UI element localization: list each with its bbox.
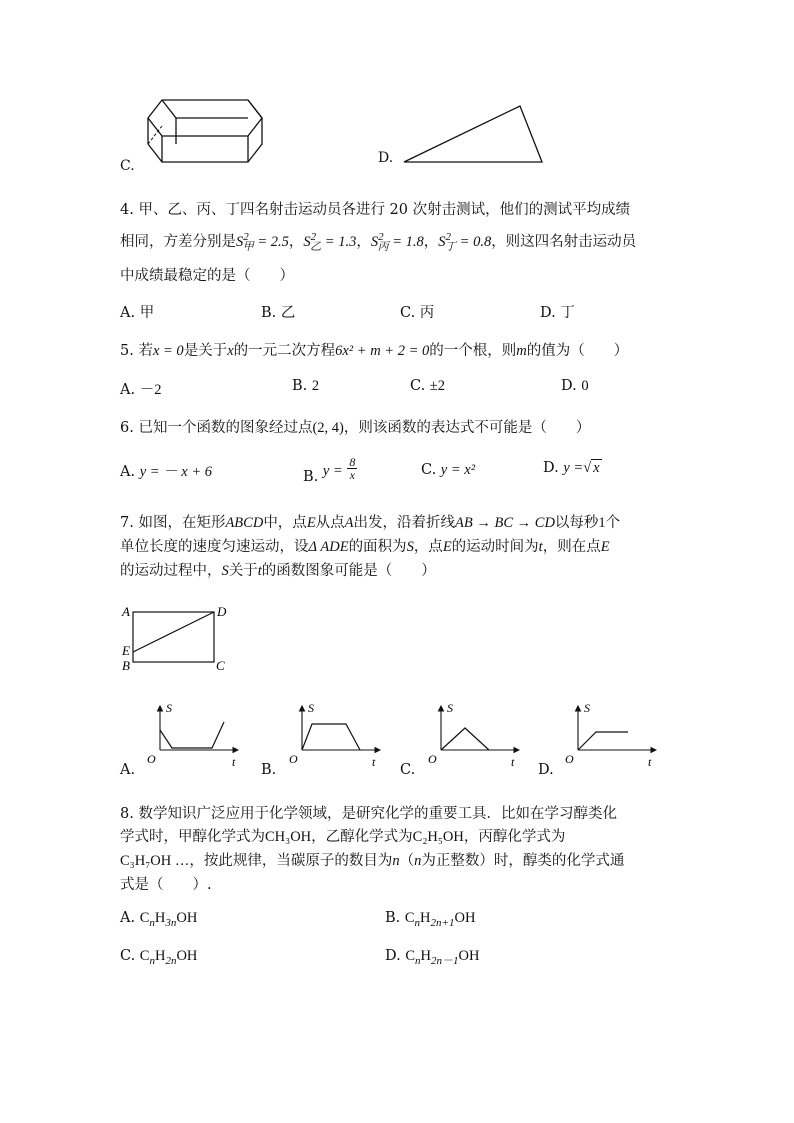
q4-variance-ding: $S^2_丁 = 0.8$ xyxy=(438,231,492,253)
q7-label-c: C xyxy=(216,658,225,673)
q7-graph-a xyxy=(140,700,250,775)
q7-graph-a-letter: A. xyxy=(120,762,136,778)
q6-option-d: D. y =√ x xyxy=(543,460,600,476)
q3-option-c-letter: C. xyxy=(120,158,135,174)
q8-option-a: A. $C_nH_{3n}OH$ xyxy=(120,910,198,929)
svg-text:O: O xyxy=(147,752,156,766)
q8-line-3: C₃H₇OH …，按此规律，当碳原子的数目为n（n为正整数）时，醇类的化学式通 xyxy=(120,853,625,869)
q5-option-a: A. －2 xyxy=(120,382,162,398)
q8-line-1: 8. 数学知识广泛应用于化学领域，是研究化学的重要工具．比如在学习醇类化 xyxy=(120,806,617,822)
svg-text:t: t xyxy=(648,755,652,769)
q6-option-b: B. y = $\frac{8}{x}$ xyxy=(303,455,356,485)
q4-line-2: 相同，方差分别是$S^2_甲 = 2.5$，$S^2_乙 = 1.3$，$S^2_丙 = 1.8$，$S^2_丁 = 0.8$，则这四名射击运动员 xyxy=(120,231,637,253)
q7-graph-d-letter: D. xyxy=(538,762,554,778)
q8-option-c: C. $C_nH_{2n}OH$ xyxy=(120,948,198,967)
q4-variance-jia: $S^2_甲 = 2.5$ xyxy=(236,231,289,253)
svg-text:O: O xyxy=(565,752,574,766)
q8-line-4: 式是（ ）. xyxy=(120,877,212,893)
q7-label-e: E xyxy=(122,643,130,658)
q4-variance-bing: $S^2_丙 = 1.8$ xyxy=(370,231,424,253)
q7-graph-c-letter: C. xyxy=(400,762,416,778)
q6-option-d-radical-icon: √ xyxy=(583,460,592,476)
q4-option-b: B. 乙 xyxy=(261,305,296,321)
q8-option-d: D. $C_nH_{2n-1}OH$ xyxy=(385,948,480,967)
svg-text:S: S xyxy=(308,701,314,715)
svg-text:S: S xyxy=(447,701,453,715)
svg-text:O: O xyxy=(289,752,298,766)
q7-line-3: 的运动过程中，S关于t的函数图象可能是（ ） xyxy=(120,563,436,579)
q5-option-c: C. ±2 xyxy=(410,378,446,394)
q7-graph-b xyxy=(282,700,392,775)
q3-option-d-letter: D. xyxy=(378,150,394,166)
q5-stem: 5. 若x = 0是关于x的一元二次方程6x² + m + 2 = 0的一个根，则m的值为（ ） xyxy=(120,343,629,359)
q6-option-c: C. y = x² xyxy=(421,462,476,478)
q7-label-a: A xyxy=(122,604,130,619)
q6-option-b-denominator: x xyxy=(349,468,355,482)
q4-line-2-prefix: 相同，方差分别是 xyxy=(120,234,236,250)
q8-option-b: B. $C_nH_{2n+1}OH$ xyxy=(385,910,476,929)
q6-stem: 6. 已知一个函数的图象经过点(2, 4)，则该函数的表达式不可能是（ ） xyxy=(120,420,591,436)
svg-text:t: t xyxy=(511,755,515,769)
q7-graph-b-letter: B. xyxy=(261,762,277,778)
q7-label-d: D xyxy=(217,604,227,619)
q4-option-d: D. 丁 xyxy=(540,305,575,321)
q6-option-a: A. y = － x + 6 xyxy=(120,464,213,480)
svg-text:O: O xyxy=(428,752,437,766)
svg-text:S: S xyxy=(166,701,172,715)
q8-line-2: 学式时，甲醇化学式为CH₃OH，乙醇化学式为C₂H₅OH，丙醇化学式为 xyxy=(120,829,566,845)
svg-text:t: t xyxy=(372,755,376,769)
q4-line-2-suffix: ，则这四名射击运动员 xyxy=(491,234,637,250)
q5-option-d: D. 0 xyxy=(561,378,589,394)
q4-option-c: C. 丙 xyxy=(400,305,435,321)
q5-option-b: B. 2 xyxy=(292,378,320,394)
q4-variance-yi: $S^2_乙 = 1.3$ xyxy=(303,231,357,253)
svg-text:S: S xyxy=(584,701,590,715)
q4-option-a: A. 甲 xyxy=(120,305,155,321)
q7-graph-d xyxy=(558,700,668,775)
svg-text:t: t xyxy=(232,755,236,769)
q7-line-2: 单位长度的速度匀速运动，设Δ ADE的面积为S，点E的运动时间为t，则在点E xyxy=(120,539,610,555)
q7-graph-c xyxy=(421,700,531,775)
q7-line-1: 7. 如图，在矩形ABCD中，点E从点A出发，沿着折线AB → BC → CD以每秒1个 xyxy=(120,515,621,531)
q3-option-d-triangle-figure xyxy=(400,102,550,166)
q6-option-b-numerator: 8 xyxy=(349,455,356,469)
q4-line-1: 4. 甲、乙、丙、丁四名射击运动员各进行 20 次射击测试，他们的测试平均成绩 xyxy=(120,202,631,218)
q7-rectangle-figure xyxy=(118,602,236,674)
q7-label-b: B xyxy=(122,658,130,673)
q3-option-c-prism-figure xyxy=(140,90,270,170)
q4-line-3: 中成绩最稳定的是（ ） xyxy=(120,268,294,284)
